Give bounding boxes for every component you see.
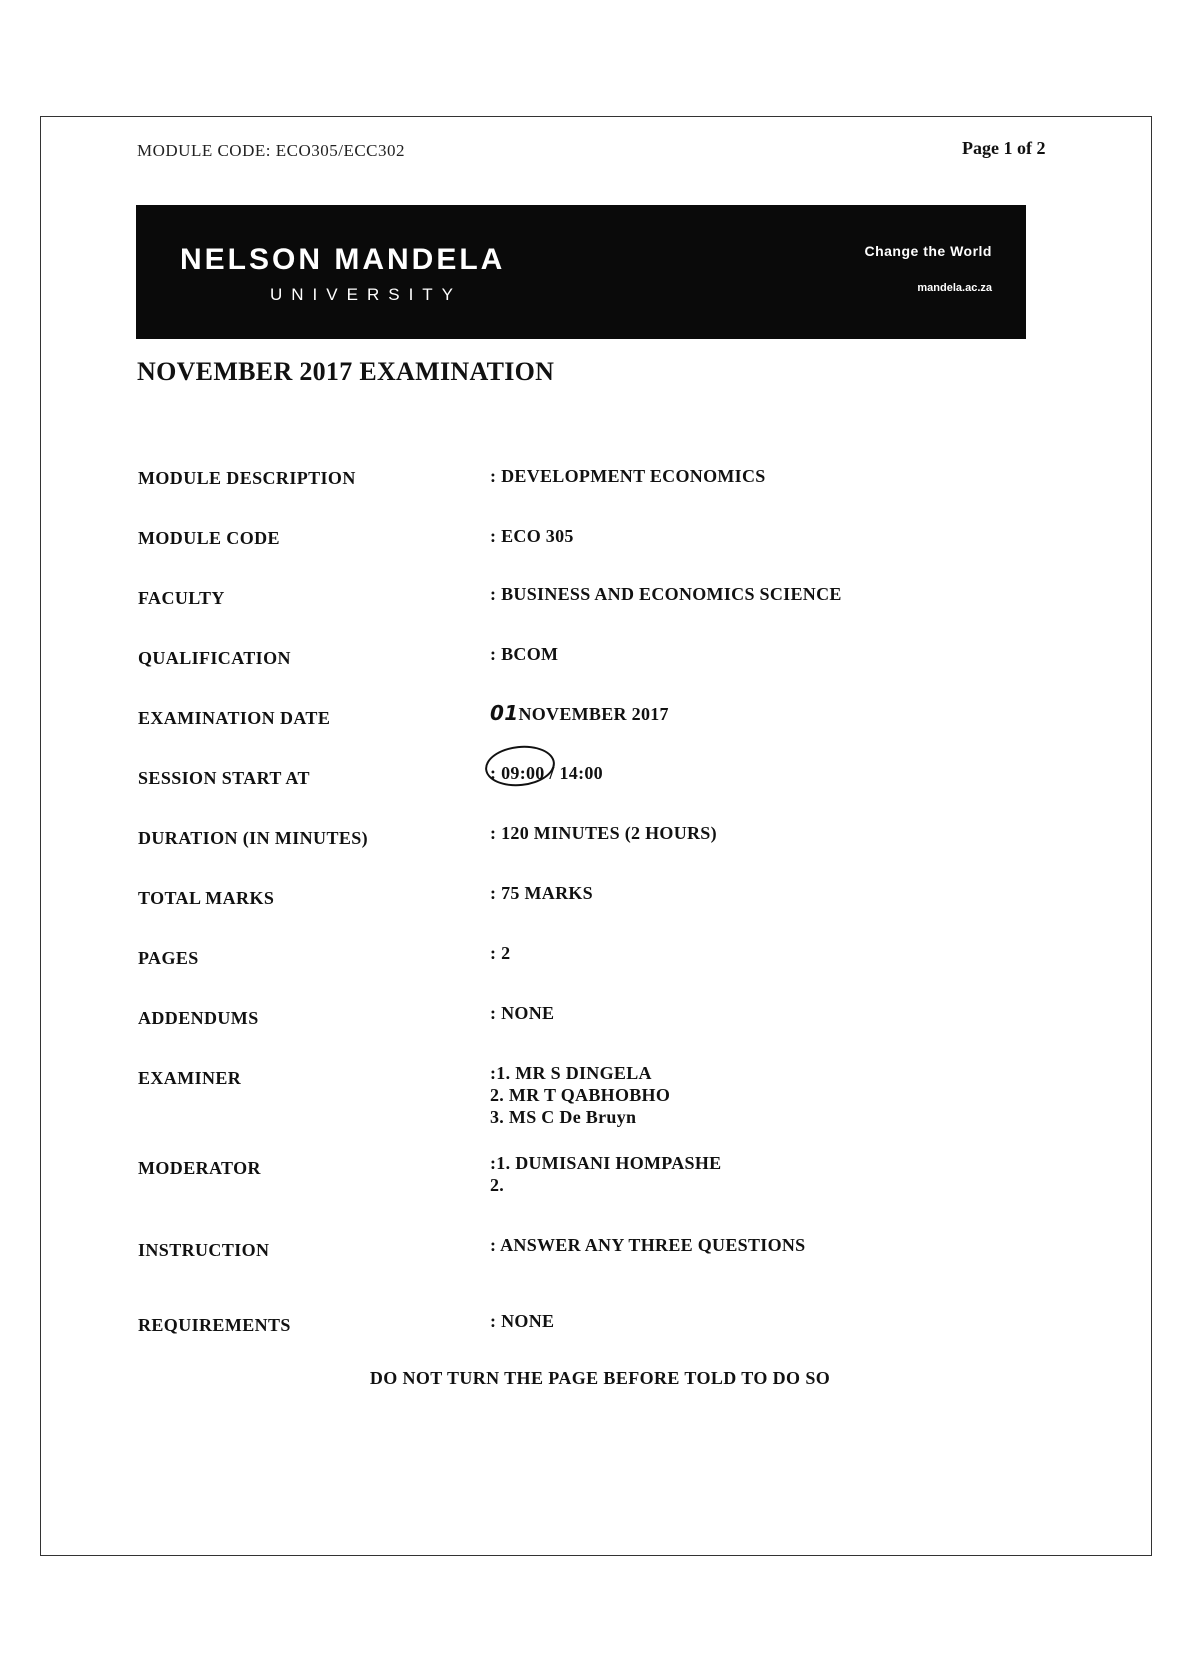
moderator-label: MODERATOR	[138, 1158, 261, 1178]
handwritten-day: 01	[490, 701, 519, 725]
faculty-label: FACULTY	[138, 588, 225, 608]
total-marks-label: TOTAL MARKS	[138, 888, 275, 908]
qualification-label: QUALIFICATION	[138, 648, 291, 668]
module-code-label: MODULE CODE	[138, 528, 280, 548]
university-logo-wordmark: NELSON MANDELA	[180, 243, 506, 276]
moderator-line: 2.	[490, 1175, 505, 1195]
moderator-line: :1. DUMISANI HOMPASHE	[490, 1153, 722, 1173]
duration-label: DURATION (IN MINUTES)	[138, 828, 369, 848]
module-description-value: : DEVELOPMENT ECONOMICS	[490, 466, 766, 486]
banner-tagline: Change the World	[864, 243, 992, 259]
examination-date-label: EXAMINATION DATE	[138, 708, 331, 728]
banner-website: mandela.ac.za	[917, 282, 992, 294]
session-start-value: : 09:00 / 14:00	[490, 763, 603, 783]
closing-instruction: DO NOT TURN THE PAGE BEFORE TOLD TO DO SO	[369, 1368, 831, 1388]
pages-value: : 2	[490, 943, 511, 963]
examiner-line: :1. MR S DINGELA	[490, 1063, 652, 1083]
addendums-value: : NONE	[490, 1003, 555, 1023]
examination-date-text: NOVEMBER 2017	[518, 704, 669, 724]
pages-label: PAGES	[138, 948, 199, 968]
requirements-label: REQUIREMENTS	[138, 1315, 291, 1335]
instruction-value: : ANSWER ANY THREE QUESTIONS	[490, 1235, 806, 1255]
university-logo-subtitle: UNIVERSITY	[270, 285, 463, 304]
duration-value: : 120 MINUTES (2 HOURS)	[490, 823, 717, 843]
page-number: Page 1 of 2	[962, 138, 1046, 158]
addendums-label: ADDENDUMS	[138, 1008, 259, 1028]
examiner-value	[490, 1062, 670, 1128]
examiner-line: 3. MS C De Bruyn	[490, 1107, 637, 1127]
moderator-value	[490, 1152, 721, 1196]
examination-date-value	[490, 702, 669, 725]
examiner-line: 2. MR T QABHOBHO	[490, 1085, 671, 1105]
module-code-header: MODULE CODE: ECO305/ECC302	[137, 141, 405, 160]
module-description-label: MODULE DESCRIPTION	[138, 468, 356, 488]
module-code-value: : ECO 305	[490, 526, 574, 546]
instruction-label: INSTRUCTION	[138, 1240, 270, 1260]
session-start-label: SESSION START AT	[138, 768, 310, 788]
requirements-value: : NONE	[490, 1311, 555, 1331]
examiner-label: EXAMINER	[138, 1068, 242, 1088]
faculty-value: : BUSINESS AND ECONOMICS SCIENCE	[490, 584, 842, 604]
qualification-value: : BCOM	[490, 644, 559, 664]
total-marks-value: : 75 MARKS	[490, 883, 593, 903]
exam-title: NOVEMBER 2017 EXAMINATION	[137, 357, 555, 386]
